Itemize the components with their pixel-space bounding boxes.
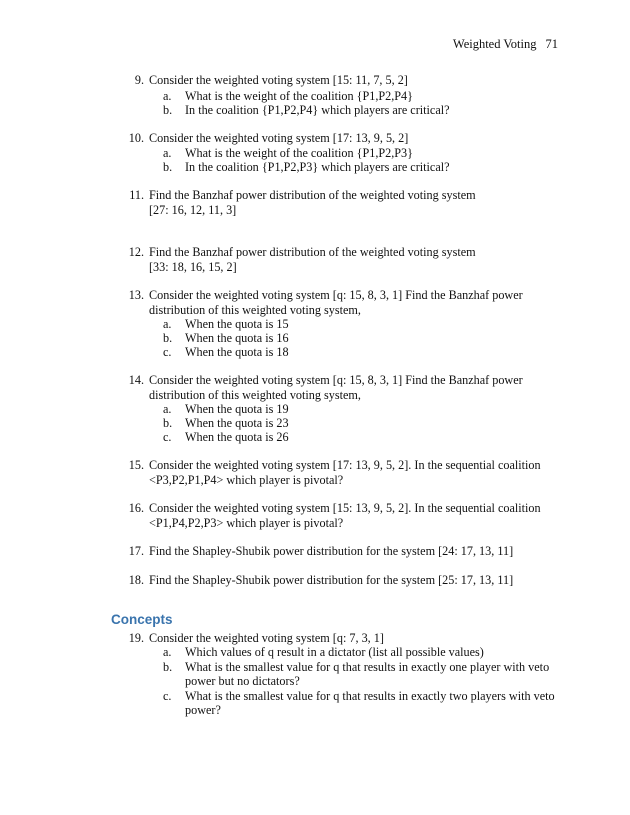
part-text: What is the weight of the coalition {P1,P2,P4}: [185, 89, 414, 103]
question-number: 11.: [129, 188, 144, 202]
question-number: 17.: [128, 544, 144, 558]
part-label: c.: [163, 430, 172, 444]
part-text: When the quota is 18: [185, 345, 289, 359]
part-text: When the quota is 26: [185, 430, 289, 444]
question-text: Consider the weighted voting system [q: 15, 8, 3, 1] Find the Banzhaf power: [149, 373, 523, 387]
question-text-continued: distribution of this weighted voting system,: [149, 303, 361, 317]
question-number: 12.: [128, 245, 144, 259]
part-text: When the quota is 16: [185, 331, 289, 345]
question-text: Consider the weighted voting system [17: 13, 9, 5, 2]: [149, 131, 409, 145]
part-text-continued: power but no dictators?: [185, 674, 300, 688]
part-label: b.: [163, 103, 173, 117]
question-text: Consider the weighted voting system [q: 15, 8, 3, 1] Find the Banzhaf power: [149, 288, 523, 302]
question-number: 13.: [128, 288, 144, 302]
question-text: Consider the weighted voting system [15: 11, 7, 5, 2]: [149, 73, 408, 87]
part-label: b.: [163, 160, 173, 174]
question-text: Consider the weighted voting system [q: 7, 3, 1]: [149, 631, 384, 645]
question-text-continued: [33: 18, 16, 15, 2]: [149, 260, 237, 274]
part-text-continued: power?: [185, 703, 221, 717]
part-text: In the coalition {P1,P2,P4} which players are critical?: [185, 103, 450, 117]
part-text: What is the weight of the coalition {P1,P2,P3}: [185, 146, 414, 160]
question-text-continued: <P3,P2,P1,P4> which player is pivotal?: [149, 473, 344, 487]
question-number: 16.: [128, 501, 144, 515]
question-number: 14.: [128, 373, 144, 387]
part-label: a.: [163, 317, 172, 331]
section-heading-concepts: Concepts: [111, 612, 173, 627]
question-number: 15.: [128, 458, 144, 472]
part-label: a.: [163, 402, 172, 416]
part-label: a.: [163, 89, 172, 103]
question-number: 10.: [128, 131, 144, 145]
question-text-continued: [27: 16, 12, 11, 3]: [149, 203, 237, 217]
question-text-continued: distribution of this weighted voting system,: [149, 388, 361, 402]
question-text: Find the Shapley-Shubik power distribution for the system [24: 17, 13, 11]: [149, 544, 514, 558]
part-text: What is the smallest value for q that results in exactly two players with veto: [185, 689, 555, 703]
part-label: c.: [163, 689, 172, 703]
part-label: a.: [163, 645, 172, 659]
part-text: In the coalition {P1,P2,P3} which players are critical?: [185, 160, 450, 174]
part-text: When the quota is 19: [185, 402, 289, 416]
question-number: 9.: [134, 73, 144, 87]
question-text: Find the Shapley-Shubik power distribution for the system [25: 17, 13, 11]: [149, 573, 514, 587]
part-label: c.: [163, 345, 172, 359]
part-text: When the quota is 15: [185, 317, 289, 331]
question-text: Find the Banzhaf power distribution of the weighted voting system: [149, 188, 476, 202]
running-header: [453, 37, 558, 51]
question-number: 19.: [128, 631, 144, 645]
question-text-continued: <P1,P4,P2,P3> which player is pivotal?: [149, 516, 344, 530]
part-label: b.: [163, 416, 173, 430]
part-text: Which values of q result in a dictator (list all possible values): [185, 645, 484, 659]
question-number: 18.: [128, 573, 144, 587]
question-text: Consider the weighted voting system [17: 13, 9, 5, 2]. In the sequential coalition: [149, 458, 541, 472]
part-label: b.: [163, 660, 173, 674]
part-text: What is the smallest value for q that results in exactly one player with veto: [185, 660, 550, 674]
question-text: Find the Banzhaf power distribution of the weighted voting system: [149, 245, 476, 259]
part-label: a.: [163, 146, 172, 160]
header-title: Weighted Voting: [452, 37, 537, 51]
part-label: b.: [163, 331, 173, 345]
page-number: 71: [545, 37, 558, 51]
part-text: When the quota is 23: [185, 416, 289, 430]
question-text: Consider the weighted voting system [15: 13, 9, 5, 2]. In the sequential coalition: [149, 501, 541, 515]
